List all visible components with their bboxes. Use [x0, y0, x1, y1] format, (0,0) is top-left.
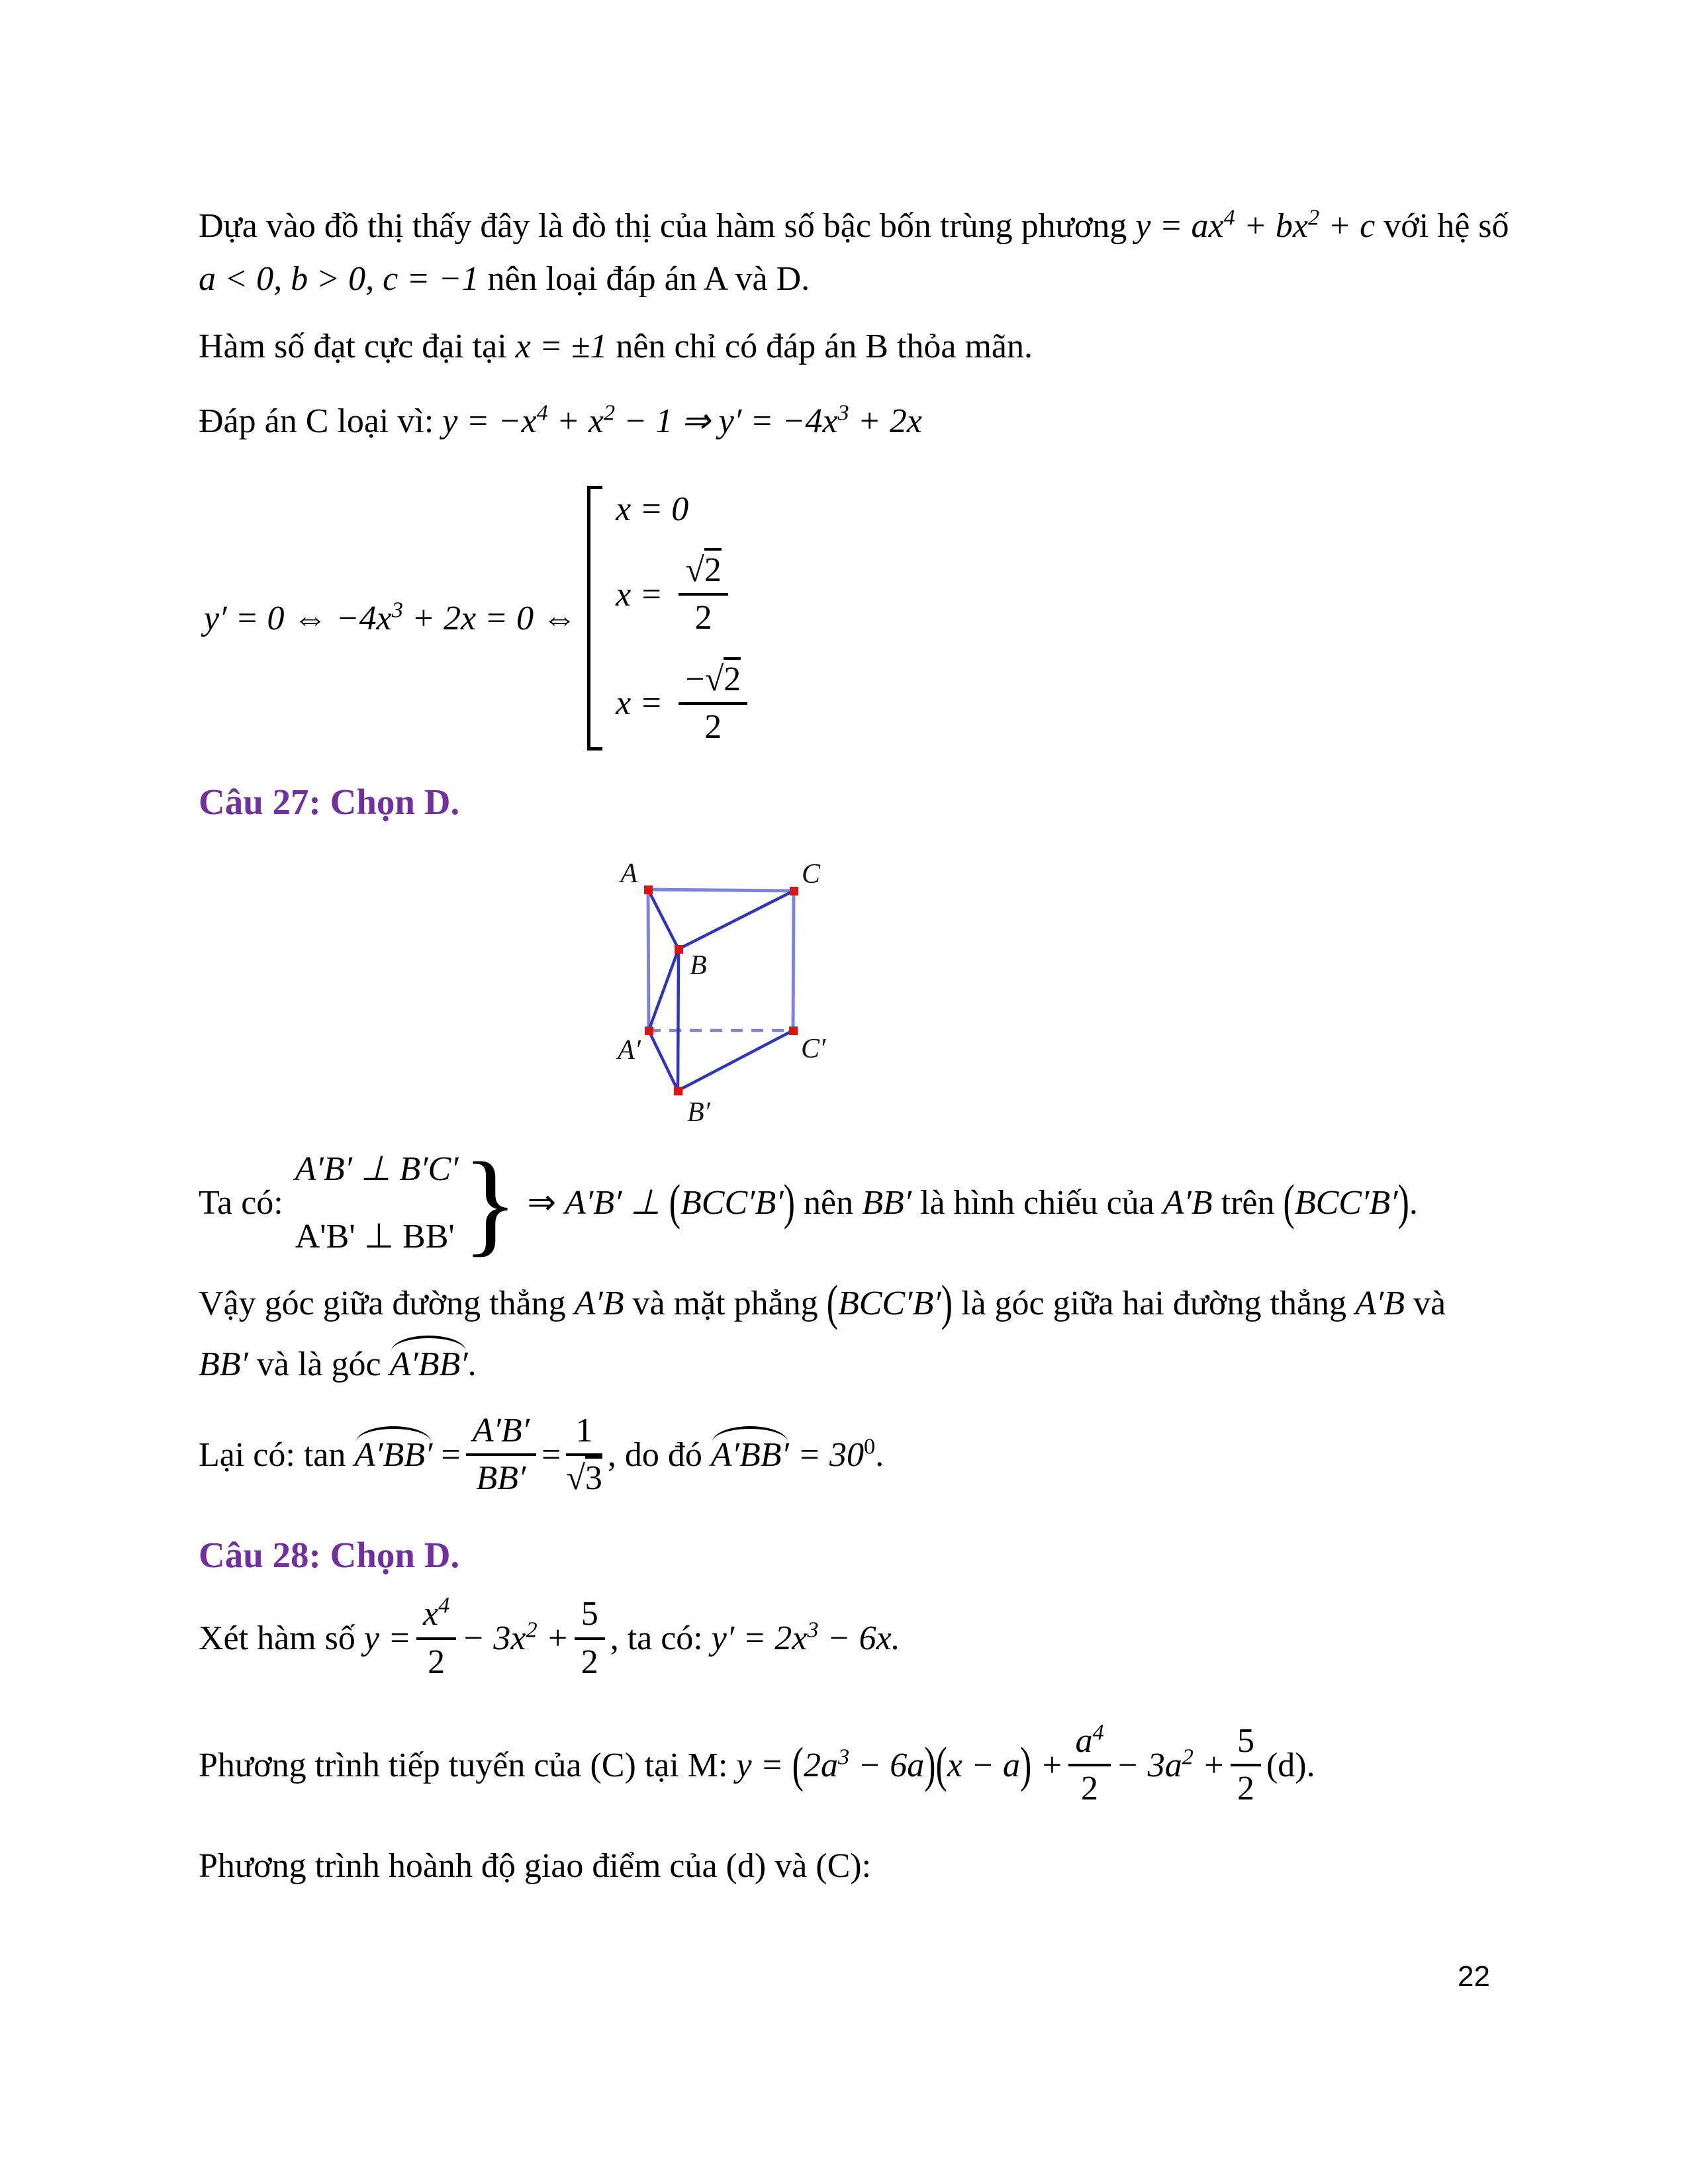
vertex-Cprime-label: C′ [801, 1034, 826, 1064]
math-run: y = [736, 1746, 792, 1784]
tail-run [610, 1619, 900, 1658]
math-run: A′BB′ [389, 1345, 468, 1383]
left-paren: ( [669, 1175, 681, 1230]
fraction [679, 660, 747, 747]
math-run: BB′ [862, 1184, 912, 1222]
fraction-numerator [679, 660, 747, 705]
fraction-denominator: 2 [1237, 1770, 1254, 1807]
lai-co-line [199, 1408, 1589, 1501]
ta-co-line [199, 1138, 1589, 1267]
text-run: với hệ số [1375, 207, 1509, 245]
angle-name [354, 1435, 432, 1475]
fraction [1231, 1722, 1261, 1808]
superscript: 0 [864, 1433, 876, 1459]
fraction-numerator: A′B′ [466, 1412, 536, 1456]
radicand: 2 [704, 548, 722, 589]
vertex-B-label: B [690, 950, 707, 981]
right-paren: ) [783, 1175, 795, 1230]
text-run: . [467, 1345, 477, 1383]
math-run: + bx [1235, 207, 1308, 245]
math-run: A′B [1355, 1285, 1405, 1322]
math-run: A′B [574, 1285, 624, 1322]
fraction-denominator: 2 [581, 1643, 598, 1681]
intersection-equation-intro: Phương trình hoành độ giao điểm của (d) và (C): [199, 1847, 872, 1885]
math-run: BCC′B′ [838, 1285, 941, 1322]
edge-AprimeBprime [649, 1030, 678, 1091]
superscript: 3 [837, 1744, 850, 1770]
math-run: BB′ [199, 1345, 248, 1383]
text-run: (d). [1266, 1746, 1315, 1784]
left-paren: ( [826, 1276, 839, 1331]
vertex-C-label: C [802, 859, 821, 889]
math-run: BCC′B′ [1294, 1184, 1398, 1222]
math-run: BCC′B′ [680, 1184, 784, 1222]
vay-line-2 [199, 1345, 1523, 1384]
cases-block [587, 486, 753, 751]
edge-CCprime [793, 891, 794, 1030]
math-run: x = [616, 575, 663, 614]
function-name: tan [303, 1435, 355, 1474]
lead-run [199, 1619, 411, 1658]
math-run: x = 0 [616, 490, 689, 529]
math-run: A′BB′ [710, 1435, 789, 1474]
radicand: 3 [585, 1456, 602, 1497]
fraction-numerator: 5 [575, 1595, 605, 1639]
right-paren: ) [1397, 1175, 1409, 1230]
math-run: y′ = 0 ⇔ −4x [204, 599, 392, 637]
right-paren: ) [1020, 1737, 1032, 1793]
math-run: x = [616, 684, 663, 723]
math-run: y = −x [442, 402, 537, 440]
vertex-Cprime-dot [789, 1026, 798, 1035]
equation-cases [204, 474, 1528, 762]
vertex-Aprime-label: A′ [618, 1035, 641, 1066]
question-27-heading: Câu 27: Chọn D. [199, 782, 460, 822]
right-paren: ) [924, 1737, 936, 1793]
superscript: 3 [837, 400, 849, 426]
paragraph-1-line-2 [199, 259, 1523, 298]
tangent-line-equation [199, 1715, 1655, 1815]
fraction-numerator [1068, 1719, 1110, 1766]
superscript: 4 [1223, 205, 1235, 230]
math-run: y = ax [1135, 207, 1224, 245]
tail-run [1266, 1746, 1315, 1785]
prism-diagram [583, 835, 874, 1146]
vertex-C-dot [790, 887, 798, 895]
math-run: − 6a [849, 1746, 925, 1784]
superscript: 4 [438, 1592, 450, 1618]
question-28-heading: Câu 28: Chọn D. [199, 1535, 460, 1575]
edge-BprimeCprime [678, 1030, 793, 1091]
text-run: Đáp án C loại vì: [199, 402, 443, 440]
math-run: = 30 [788, 1435, 865, 1474]
conclusion-run [527, 1175, 1418, 1230]
edge-AC [648, 889, 794, 891]
angle-arc-icon [391, 1336, 466, 1351]
math-run: x − a [947, 1746, 1021, 1784]
condition-2: A'B' ⊥ BB' [295, 1218, 455, 1255]
text-run: và mặt phẳng [624, 1285, 827, 1322]
text-run: Dựa vào đồ thị thấy đây là đò thị của hàm số bậc bốn trùng phương [199, 207, 1136, 245]
math-run: x [423, 1595, 439, 1633]
math-run: a < 0, b > 0, c = −1 [199, 260, 479, 298]
edge-AAprime [648, 889, 649, 1030]
left-paren: ( [935, 1737, 947, 1793]
cases-bracket [587, 486, 602, 751]
fraction [566, 1412, 602, 1498]
text-run: . [875, 1435, 884, 1474]
math-run: − 3x [461, 1619, 526, 1657]
math-run: + [1031, 1746, 1064, 1784]
text-run: và [1404, 1285, 1446, 1322]
fraction [679, 551, 728, 637]
angle-arc-icon [712, 1426, 787, 1442]
math-run [204, 599, 577, 638]
superscript: 2 [1182, 1744, 1194, 1770]
angle-name [711, 1435, 789, 1475]
math-run: a [1075, 1721, 1093, 1760]
edge-AprimeB-diagonal [649, 949, 679, 1030]
text-run: nên chỉ có đáp án B thỏa mãn. [607, 328, 1033, 365]
text-run: là hình chiếu của [912, 1184, 1163, 1222]
text-run: Xét hàm số [199, 1619, 364, 1657]
cases-column [616, 486, 753, 751]
radicand: 2 [724, 657, 741, 698]
math-run: + 2x = 0 ⇔ [402, 599, 577, 637]
fraction-numerator [679, 551, 728, 596]
radical-icon: √ [566, 1459, 585, 1497]
fraction-denominator [566, 1456, 602, 1498]
case-row [616, 660, 753, 747]
math-run: + [537, 1619, 569, 1657]
left-paren: ( [1283, 1175, 1295, 1230]
lead-run [199, 1737, 1064, 1793]
superscript: 2 [1307, 205, 1320, 230]
fraction-denominator: BB′ [476, 1459, 526, 1497]
radical-icon: √ [704, 660, 724, 698]
math-run: + 2x [849, 402, 922, 440]
angle-name [390, 1345, 468, 1384]
fraction-numerator: 1 [566, 1412, 602, 1456]
edge-AB [648, 889, 679, 949]
math-run: 2a [803, 1746, 838, 1784]
math-run: A′BB′ [354, 1435, 433, 1474]
fraction [416, 1592, 456, 1681]
text-run: , do đó [607, 1435, 711, 1474]
fraction-denominator: 2 [428, 1643, 445, 1681]
superscript: 2 [603, 400, 616, 426]
superscript: 2 [526, 1617, 538, 1643]
vertex-Bprime-dot [674, 1087, 682, 1095]
math-run: − 1 ⇒ y′ = −4x [615, 402, 838, 440]
vertex-Bprime-label: B′ [687, 1097, 710, 1128]
equals-sign: = [541, 1435, 561, 1474]
fraction [575, 1595, 605, 1681]
fraction-numerator: 5 [1231, 1722, 1261, 1766]
text-run: Vậy góc giữa đường thẳng [199, 1285, 575, 1322]
right-brace: } [462, 1138, 518, 1267]
case-row [616, 490, 753, 529]
text-run: , ta có: [610, 1619, 712, 1657]
paragraph-3 [199, 401, 1523, 441]
lead-run [199, 1435, 461, 1475]
vertex-A-label: A [620, 858, 637, 889]
math-run: y′ = 2x [711, 1619, 808, 1657]
vertex-A-dot [644, 886, 653, 894]
superscript: 4 [1092, 1719, 1104, 1745]
text-run: . [1409, 1184, 1418, 1222]
mid-run [1116, 1746, 1225, 1785]
right-paren: ) [941, 1276, 953, 1331]
superscript: 3 [391, 597, 403, 623]
tail-run [608, 1435, 884, 1475]
text-run: và là góc [248, 1345, 390, 1383]
fraction-numerator [416, 1592, 456, 1639]
text-run: Ta có: [199, 1183, 283, 1222]
math-run: + [1193, 1746, 1225, 1784]
math-run: + c [1319, 207, 1376, 245]
math-run: A′B [1162, 1184, 1213, 1222]
math-run: + x [547, 402, 604, 440]
left-paren: ( [792, 1737, 804, 1793]
math-run: − 6x. [818, 1619, 900, 1657]
text-run: Lại có: [199, 1435, 304, 1474]
edge-BBprime [678, 949, 679, 1091]
fraction-denominator: 2 [1081, 1770, 1099, 1807]
mid-run [461, 1619, 569, 1658]
math-run: − 3a [1115, 1746, 1182, 1784]
condition-1: A′B′ ⊥ B′C′ [295, 1150, 459, 1188]
math-run: y = [363, 1619, 412, 1657]
math-run: x = ±1 [515, 328, 608, 365]
superscript: 3 [807, 1617, 819, 1643]
text-run: Hàm số đạt cực đại tại [199, 328, 516, 365]
radical-icon: √ [685, 551, 704, 590]
edge-BC [679, 891, 794, 949]
vertex-Aprime-dot [645, 1026, 653, 1035]
text-run: Phương trình tiếp tuyến của (C) tại M: [199, 1746, 737, 1784]
vay-line-1 [199, 1276, 1523, 1331]
implies-arrow: ⇒ [527, 1184, 565, 1222]
text-run: nên [795, 1184, 863, 1222]
superscript: 4 [536, 400, 548, 426]
xet-ham-so-line [199, 1594, 1589, 1683]
text-run: là góc giữa hai đường thẳng [953, 1285, 1356, 1322]
vertex-B-dot [675, 945, 683, 954]
paragraph-2 [199, 327, 1523, 366]
minus-sign: − [685, 660, 705, 698]
equals-sign: = [432, 1435, 461, 1474]
math-run: A′B′ ⊥ [565, 1184, 669, 1222]
angle-arc-icon [356, 1426, 431, 1442]
text-run: nên loại đáp án A và D. [479, 260, 810, 298]
fraction-denominator: 2 [694, 599, 712, 637]
fraction [1068, 1719, 1110, 1808]
condition-stack [295, 1149, 459, 1256]
text-run: trên [1212, 1184, 1284, 1222]
case-row [616, 551, 753, 637]
fraction [466, 1412, 536, 1498]
fraction-denominator: 2 [704, 707, 722, 746]
paragraph-1-line-1 [199, 206, 1523, 246]
page-number: 22 [1458, 1960, 1490, 1993]
